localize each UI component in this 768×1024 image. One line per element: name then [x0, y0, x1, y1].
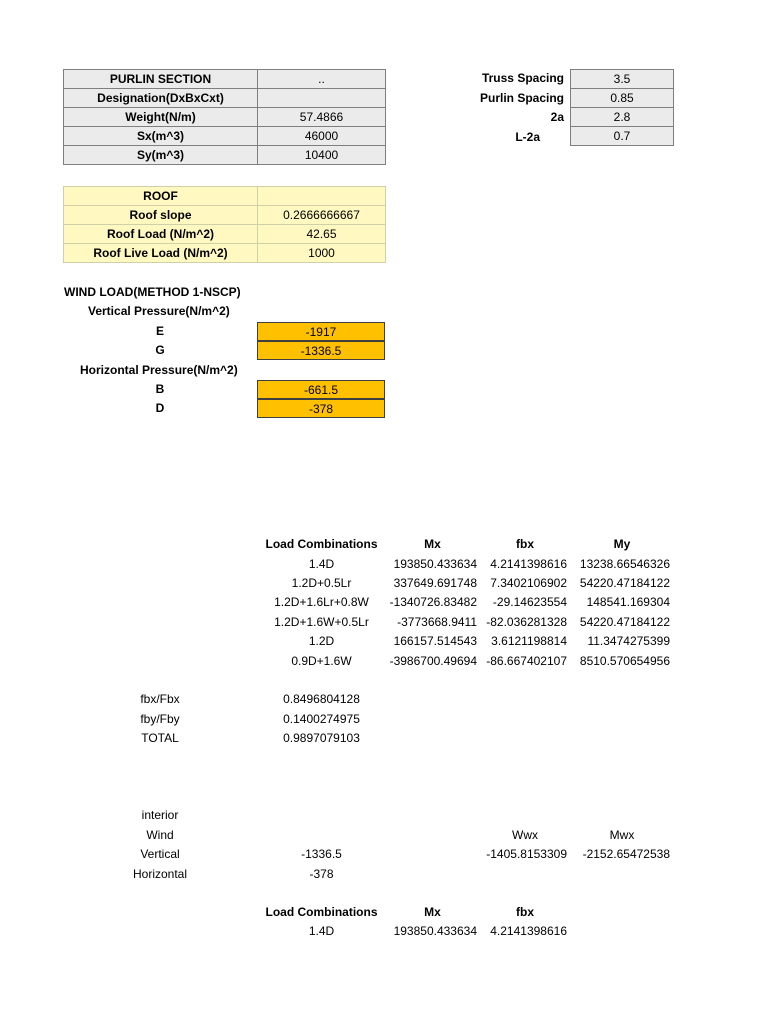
my-value[interactable]: 8510.570654956: [579, 654, 670, 668]
roof-live-load-label[interactable]: Roof Live Load (N/m^2): [64, 244, 258, 263]
fbx-header: fbx: [516, 905, 534, 919]
horizontal-label: Horizontal: [132, 867, 188, 881]
g-label: G: [155, 343, 165, 357]
total-value[interactable]: 0.9897079103: [283, 731, 360, 745]
my-header: My: [613, 537, 631, 551]
my-value[interactable]: 11.3474275399: [587, 634, 670, 648]
mx-value[interactable]: 193850.433634: [393, 924, 477, 938]
roof-header-value[interactable]: [258, 187, 386, 206]
purlin-spacing-value[interactable]: 0.85: [571, 89, 674, 108]
load-combinations-header: Load Combinations: [265, 537, 378, 551]
mx-value[interactable]: -1340726.83482: [389, 595, 477, 609]
weight-value[interactable]: 57.4866: [258, 108, 386, 127]
table-row: [64, 206, 386, 225]
l-minus-two-a-value[interactable]: 0.7: [571, 127, 674, 146]
roof-table: [63, 186, 386, 263]
weight-label[interactable]: Weight(N/m): [64, 108, 258, 127]
fbx-value[interactable]: 7.3402106902: [490, 576, 567, 590]
mx-value[interactable]: 166157.514543: [393, 634, 477, 648]
sx-value[interactable]: 46000: [258, 127, 386, 146]
combo-label[interactable]: 1.2D+0.5Lr: [291, 576, 352, 590]
fbx-value[interactable]: 4.2141398616: [490, 557, 567, 571]
roof-slope-value[interactable]: 0.2666666667: [258, 206, 386, 225]
purlin-section-table: [63, 69, 386, 165]
purlin-section-value[interactable]: ..: [258, 70, 386, 89]
horizontal-value[interactable]: -378: [309, 867, 334, 881]
truss-spacing-value[interactable]: 3.5: [571, 70, 674, 89]
sy-value[interactable]: 10400: [258, 146, 386, 165]
table-row: [64, 244, 386, 263]
roof-header[interactable]: ROOF: [64, 187, 258, 206]
mwx-value[interactable]: -2152.65472538: [582, 847, 670, 861]
fbx-value[interactable]: -82.036281328: [486, 615, 567, 629]
total-label: TOTAL: [141, 731, 179, 745]
sy-label[interactable]: Sy(m^3): [64, 146, 258, 165]
wind-load-title: WIND LOAD(METHOD 1-NSCP): [64, 285, 241, 299]
fbx-value[interactable]: 4.2141398616: [490, 924, 567, 938]
mx-header: Mx: [424, 905, 441, 919]
wind-label: Wind: [146, 828, 174, 842]
b-value[interactable]: -661.5: [257, 380, 385, 399]
mx-value[interactable]: -3773668.9411: [397, 615, 477, 629]
horizontal-pressure-label: Horizontal Pressure(N/m^2): [80, 363, 238, 377]
my-value[interactable]: 54220.47184122: [579, 576, 670, 590]
table-row: [64, 108, 386, 127]
table-row: [64, 187, 386, 206]
vertical-value[interactable]: -1336.5: [301, 847, 342, 861]
fby-ratio-label: fby/Fby: [140, 712, 180, 726]
table-row: [64, 146, 386, 165]
fby-ratio-value[interactable]: 0.1400274975: [283, 712, 360, 726]
my-value[interactable]: 13238.66546326: [579, 557, 670, 571]
fbx-header: fbx: [516, 537, 534, 551]
roof-load-value[interactable]: 42.65: [258, 225, 386, 244]
roof-live-load-value[interactable]: 1000: [258, 244, 386, 263]
mx-header: Mx: [424, 537, 441, 551]
purlin-spacing-label: Purlin Spacing: [479, 91, 564, 105]
two-a-label: 2a: [550, 110, 564, 124]
wwx-header: Wwx: [512, 828, 538, 842]
mwx-header: Mwx: [609, 828, 635, 842]
e-label: E: [155, 324, 164, 338]
combo-label[interactable]: 1.4D: [308, 924, 335, 938]
mx-value[interactable]: -3986700.49694: [389, 654, 477, 668]
combo-label[interactable]: 1.2D+1.6W+0.5Lr: [274, 615, 369, 629]
wwx-value[interactable]: -1405.8153309: [486, 847, 567, 861]
l-minus-two-a-label: L-2a: [515, 130, 540, 144]
b-label: B: [155, 382, 165, 396]
e-value[interactable]: -1917: [257, 322, 385, 341]
fbx-ratio-value[interactable]: 0.8496804128: [283, 692, 360, 706]
combo-label[interactable]: 0.9D+1.6W: [291, 654, 352, 668]
vertical-pressure-label: Vertical Pressure(N/m^2): [88, 304, 230, 318]
my-value[interactable]: 54220.47184122: [579, 615, 670, 629]
my-value[interactable]: 148541.169304: [586, 595, 670, 609]
table-row: [64, 127, 386, 146]
fbx-value[interactable]: -29.14623554: [492, 595, 567, 609]
truss-spacing-label: Truss Spacing: [481, 71, 564, 85]
fbx-ratio-label: fbx/Fbx: [140, 692, 180, 706]
table-row: [64, 70, 386, 89]
mx-value[interactable]: 337649.691748: [393, 576, 477, 590]
vertical-label: Vertical: [140, 847, 180, 861]
fbx-value[interactable]: 3.6121198814: [491, 634, 567, 648]
interior-title: interior: [141, 808, 179, 822]
roof-slope-label[interactable]: Roof slope: [64, 206, 258, 225]
combo-label[interactable]: 1.2D: [308, 634, 335, 648]
table-row: [64, 225, 386, 244]
sx-label[interactable]: Sx(m^3): [64, 127, 258, 146]
truss-values-table: [570, 69, 674, 146]
combo-label[interactable]: 1.2D+1.6Lr+0.8W: [274, 595, 369, 609]
d-value[interactable]: -378: [257, 399, 385, 418]
combo-label[interactable]: 1.4D: [308, 557, 335, 571]
load-combinations-header: Load Combinations: [265, 905, 378, 919]
two-a-value[interactable]: 2.8: [571, 108, 674, 127]
g-value[interactable]: -1336.5: [257, 341, 385, 360]
roof-load-label[interactable]: Roof Load (N/m^2): [64, 225, 258, 244]
mx-value[interactable]: 193850.433634: [393, 557, 477, 571]
designation-label[interactable]: Designation(DxBxCxt): [64, 89, 258, 108]
table-row: [64, 89, 386, 108]
d-label: D: [155, 401, 165, 415]
fbx-value[interactable]: -86.667402107: [486, 654, 567, 668]
designation-value[interactable]: [258, 89, 386, 108]
purlin-section-header[interactable]: PURLIN SECTION: [64, 70, 258, 89]
